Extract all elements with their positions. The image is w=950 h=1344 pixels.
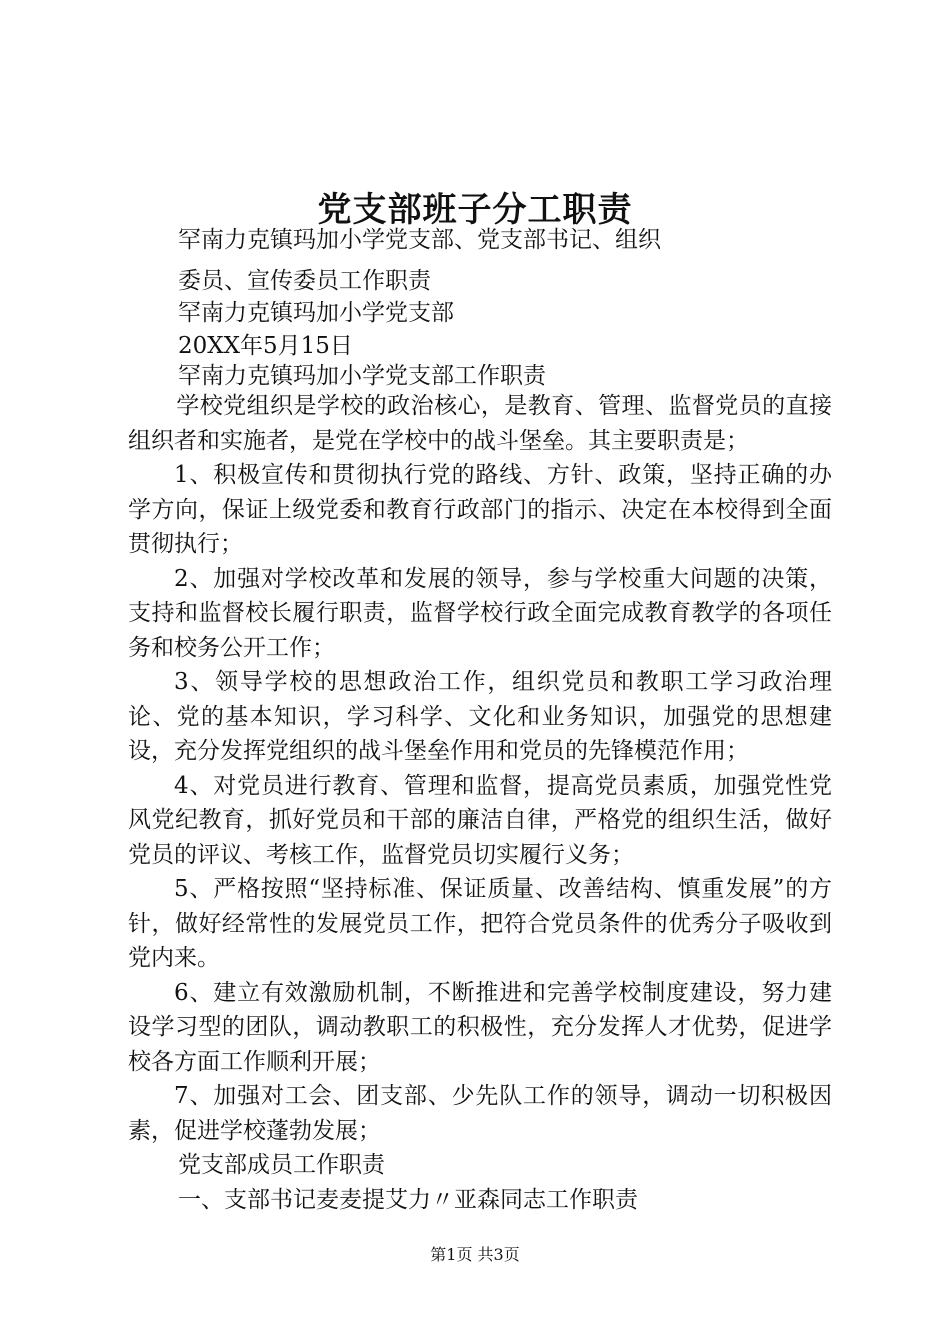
duty-item-3: 3、领导学校的思想政治工作，组织党员和教职工学习政治理论、党的基本知识，学习科学、文化和业务知识，加强党的思想建设，充分发挥党组织的战斗堡垒作用和党员的先锋模范作用； (128, 669, 832, 764)
duty-item-6: 6、建立有效激励机制，不断推进和完善学校制度建设，努力建设学习型的团队，调动教职工的积极性，充分发挥人才优势，促进学校各方面工作顺利开展； (128, 979, 832, 1075)
subsection-heading: 一、支部书记麦麦提艾力〃亚森同志工作职责 (178, 1186, 638, 1213)
header-line-5: 罕南力克镇玛加小学党支部工作职责 (178, 363, 546, 389)
section-heading: 党支部成员工作职责 (178, 1152, 385, 1178)
duty-item-1: 1、积极宣传和贯彻执行党的路线、方针、政策，坚持正确的办学方向，保证上级党委和教育行政部门的指示、决定在本校得到全面贯彻执行； (128, 462, 832, 557)
duty-item-5: 5、严格按照“坚持标准、保证质量、改善结构、慎重发展”的方针，做好经常性的发展党员工作，把符合党员条件的优秀分子吸收到党内来。 (128, 876, 832, 971)
header-line-3: 罕南力克镇玛加小学党支部 (178, 300, 454, 326)
intro-paragraph: 学校党组织是学校的政治核心，是教育、管理、监督党员的直接组织者和实施者，是党在学校中的战斗堡垒。其主要职责是； (128, 393, 832, 454)
duty-item-4: 4、对党员进行教育、管理和监督，提高党员素质，加强党性党风党纪教育，抓好党员和干部的廉洁自律，严格党的组织生活，做好党员的评议、考核工作，监督党员切实履行义务； (128, 772, 832, 868)
duty-item-7: 7、加强对工会、团支部、少先队工作的领导，调动一切积极因素，促进学校蓬勃发展； (128, 1083, 832, 1144)
header-line-2: 委员、宣传委员工作职责 (178, 268, 431, 294)
header-line-date: 20XX年5月15日 (178, 333, 353, 359)
document-title: 党支部班子分工职责 (317, 190, 633, 230)
document-body (128, 389, 832, 1217)
page-number: 第1页 共3页 (430, 1245, 520, 1264)
header-line-1: 罕南力克镇玛加小学党支部、党支部书记、组织 (178, 227, 661, 253)
duty-item-2: 2、加强对学校改革和发展的领导，参与学校重大问题的决策，支持和监督校长履行职责，监督学校行政全面完成教育教学的各项任务和校务公开工作； (128, 565, 832, 661)
